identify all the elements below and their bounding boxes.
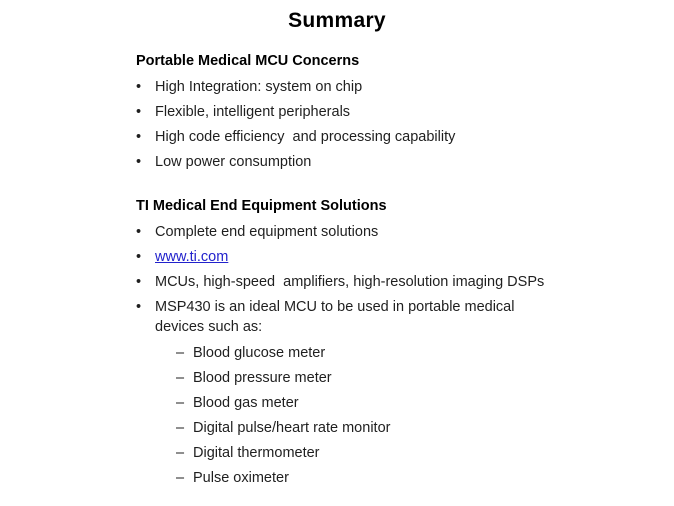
bullet-text: High Integration: system on chip: [155, 79, 363, 95]
slide-body: [0, 51, 660, 488]
sub-bullet-text: Digital pulse/heart rate monitor: [193, 420, 391, 436]
sub-bullet-text: Blood glucose meter: [193, 345, 326, 361]
bullet-item: [136, 102, 660, 122]
sub-bullet-list: [176, 343, 660, 488]
section-ti-solutions: [136, 196, 660, 488]
section-heading: Portable Medical MCU Concerns: [136, 53, 360, 69]
sub-bullet-text: Blood gas meter: [193, 395, 299, 411]
bullet-marker: •: [136, 79, 142, 95]
section-mcu-concerns: [136, 51, 660, 172]
bullet-item: [136, 77, 660, 97]
bullet-item: [136, 152, 660, 172]
bullet-list: [136, 222, 660, 337]
sub-bullet-item: [176, 393, 660, 413]
bullet-text: MCUs, high-speed amplifiers, high-resolution imaging DSPs: [155, 274, 545, 290]
slide-title: Summary: [288, 9, 386, 32]
bullet-marker: •: [136, 104, 142, 120]
bullet-marker: •: [136, 274, 142, 290]
sub-bullet-item: [176, 468, 660, 488]
bullet-text: Low power consumption: [155, 154, 312, 170]
bullet-item: [136, 127, 660, 147]
dash-marker: –: [176, 395, 185, 411]
bullet-list: [136, 77, 660, 172]
bullet-text: High code efficiency and processing capability: [155, 129, 456, 145]
ti-website-link[interactable]: www.ti.com: [155, 249, 229, 265]
dash-marker: –: [176, 370, 185, 386]
sub-bullet-item: [176, 343, 660, 363]
dash-marker: –: [176, 345, 185, 361]
bullet-item: [136, 272, 660, 292]
bullet-text: MSP430 is an ideal MCU to be used in portable medical devices such as:: [155, 299, 519, 335]
bullet-marker: •: [136, 129, 142, 145]
sub-bullet-item: [176, 443, 660, 463]
bullet-marker: •: [136, 249, 142, 265]
dash-marker: –: [176, 420, 185, 436]
sub-bullet-text: Pulse oximeter: [193, 470, 289, 486]
sub-bullet-item: [176, 418, 660, 438]
dash-marker: –: [176, 470, 185, 486]
bullet-marker: •: [136, 154, 142, 170]
bullet-marker: •: [136, 299, 142, 315]
sub-bullet-text: Digital thermometer: [193, 445, 320, 461]
section-heading: TI Medical End Equipment Solutions: [136, 198, 387, 214]
bullet-item: [136, 247, 660, 267]
bullet-text: Flexible, intelligent peripherals: [155, 104, 351, 120]
bullet-item: [136, 297, 660, 337]
sub-bullet-text: Blood pressure meter: [193, 370, 332, 386]
sub-bullet-item: [176, 368, 660, 388]
bullet-marker: •: [136, 224, 142, 240]
bullet-text: Complete end equipment solutions: [155, 224, 379, 240]
bullet-item: [136, 222, 660, 242]
dash-marker: –: [176, 445, 185, 461]
